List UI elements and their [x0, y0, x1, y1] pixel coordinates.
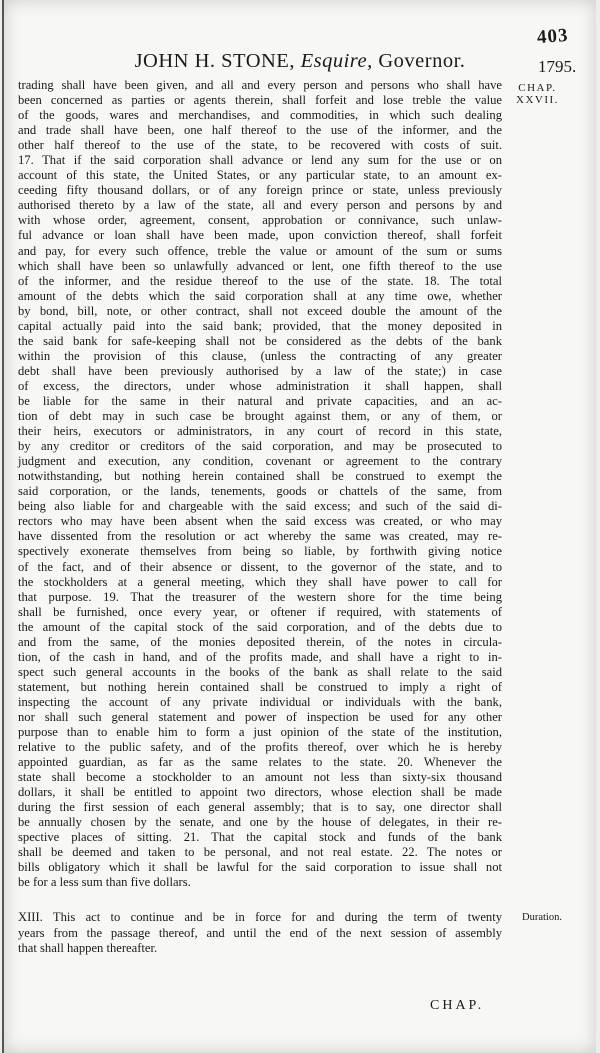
text-line: ceeding fifty thousand dollars, or of any foreign prince or state, unless previously — [18, 183, 502, 198]
text-line: ful advance or loan shall have been made, upon conviction thereof, shall forfeit — [18, 228, 502, 243]
text-line: been concerned as parties or agents therein, shall forfeit and lose treble the value — [18, 93, 502, 108]
text-line: years from the passage thereof, and until the end of the next session of assembly — [18, 925, 502, 940]
margin-note-duration: Duration. — [522, 912, 562, 923]
text-line: amount of the debts which the said corporation shall at any time owe, whether — [18, 288, 502, 303]
text-line: bills obligatory which it shall be lawful for the said corporation to issue shall not — [18, 860, 502, 875]
margin-chap-label: CHAP. — [518, 82, 557, 94]
text-line: the stockholders at a general meeting, which they shall have power to call for — [18, 574, 502, 589]
text-line: debt shall have been previously authorised by a law of the state;) in case — [18, 363, 502, 378]
text-line: of the informer, and the residue thereof to the use of the state. 18. The total — [18, 273, 502, 288]
text-line: the said bank for safe-keeping shall not be considered as the debts of the bank — [18, 333, 502, 348]
text-line: be annually chosen by the senate, and one by the house of delegates, in their re- — [18, 815, 502, 830]
text-line: capital actually paid into the said bank; provided, that the money deposited in — [18, 318, 502, 333]
section-thirteen — [18, 910, 502, 957]
text-line: tion of debt may in such case be brought against them, or any of them, or — [18, 409, 502, 424]
text-line: be liable for the same in their natural and private capacities, and an ac- — [18, 393, 502, 408]
text-line: appointed guardian, as far as the same relates to the state. 20. Whenever the — [18, 755, 502, 770]
text-line: that purpose. 19. That the treasurer of the western shore for the time being — [18, 589, 502, 604]
text-line: and pay, for every such offence, treble the value or amount of the sum or sums — [18, 243, 502, 258]
page-edge-rule — [2, 0, 4, 1053]
margin-chapter-reference — [516, 82, 559, 106]
text-line: relative to the public safety, and of the profits thereof, over which he is hereby — [18, 740, 502, 755]
text-line: XIII. This act to continue and be in force for and during the term of twenty — [18, 910, 502, 924]
page-number: 403 — [536, 24, 570, 49]
text-line: state shall become a stockholder to an amount not less than sixty-six thousand — [18, 770, 502, 785]
text-line: by bond, bill, note, or other contract, shall not exceed double the amount of the — [18, 303, 502, 318]
text-line: trading shall have been given, and all and every person and persons who shall have — [18, 78, 502, 92]
text-line: inspecting the account of any private individual or individuals with the bank, — [18, 694, 502, 709]
catchword: CHAP. — [430, 998, 485, 1013]
text-line: being also liable for and chargeable with the said excess; and such of the said di- — [18, 499, 502, 514]
text-line: have dissented from the resolution or act whereby the same was created, may re- — [18, 529, 502, 544]
text-line: which shall have been so unlawfully advanced or lent, one fifth thereof to the use — [18, 258, 502, 273]
text-line: spect such general accounts in the books of the bank as shall relate to the said — [18, 664, 502, 679]
text-line: by any creditor or creditors of the said corporation, and may be prosecuted to — [18, 439, 502, 454]
text-line: within the provision of this clause, (unless the contracting of any greater — [18, 348, 502, 363]
margin-chap-number: XXVII. — [516, 94, 559, 106]
text-line: said corporation, or the lands, tenements, goods or chattels of the same, from — [18, 484, 502, 499]
text-line: other half thereof to the use of the state, to be recovered with costs of suit. — [18, 138, 502, 153]
running-head — [0, 50, 600, 73]
text-line: authorised thereto by a law of the state, all and every person and persons by and — [18, 198, 502, 213]
text-line: spectively exonerate themselves from being so liable, by forthwith giving notice — [18, 544, 502, 559]
text-line: of the fact, and of their absence or dissent, to the governor of the state, and to — [18, 559, 502, 574]
text-line: judgment and execution, any condition, covenant or agreement to the contrary — [18, 454, 502, 469]
body-text — [18, 78, 502, 891]
text-line: purpose than to enable him to form a just opinion of the state of the institution, — [18, 725, 502, 740]
text-line: nor shall such general statement and power of inspection be used for any other — [18, 709, 502, 724]
text-line: spective places of sitting. 21. That the capital stock and funds of the bank — [18, 830, 502, 845]
text-line: be for a less sum than five dollars. — [18, 875, 191, 890]
text-line: shall be furnished, once every year, or oftener if required, with statements of — [18, 604, 502, 619]
text-line: 17. That if the said corporation shall advance or lend any sum for the use or on — [18, 153, 502, 168]
text-line: of the goods, wares and merchandises, and commodities, in which such dealing — [18, 108, 502, 123]
text-line: their heirs, executors or administrators, in any court of record in this state, — [18, 424, 502, 439]
text-line: statement, but nothing herein contained shall be construed to imply a right of — [18, 679, 502, 694]
text-line: during the first session of each general assembly; that is to say, one director shall — [18, 800, 502, 815]
text-line: with whose order, agreement, consent, approbation or connivance, such unlaw- — [18, 213, 502, 228]
text-line: tion, of the cash in hand, and of the profits made, and shall have a right to in- — [18, 649, 502, 664]
running-head-year: 1795. — [538, 57, 577, 76]
text-line: shall be deemed and taken to be personal, and not real estate. 22. The notes or — [18, 845, 502, 860]
text-line: notwithstanding, but nothing herein contained shall be construed to exempt the — [18, 469, 502, 484]
text-line: dollars, it shall be entitled to appoint two directors, whose election shall be made — [18, 785, 502, 800]
running-head-office: Governor. — [378, 50, 466, 72]
text-line: rectors who may have been absent when the said excess was created, or who may — [18, 514, 502, 529]
text-line: and trade shall have been, one half thereof to the use of the informer, and the — [18, 123, 502, 138]
text-line: and from the same, of the monies deposited therein, of the notes in circula- — [18, 634, 502, 649]
text-line: account of this state, the United States, or any particular state, to an amount ex- — [18, 168, 502, 183]
text-line: of excess, the directors, under whose administration it shall happen, shall — [18, 378, 502, 393]
text-line: that shall happen thereafter. — [18, 941, 158, 955]
text-line: the amount of the capital stock of the said corporation, and of the debts due to — [18, 619, 502, 634]
running-head-title: Esquire, — [300, 50, 373, 72]
running-head-name: JOHN H. STONE, — [134, 50, 295, 72]
